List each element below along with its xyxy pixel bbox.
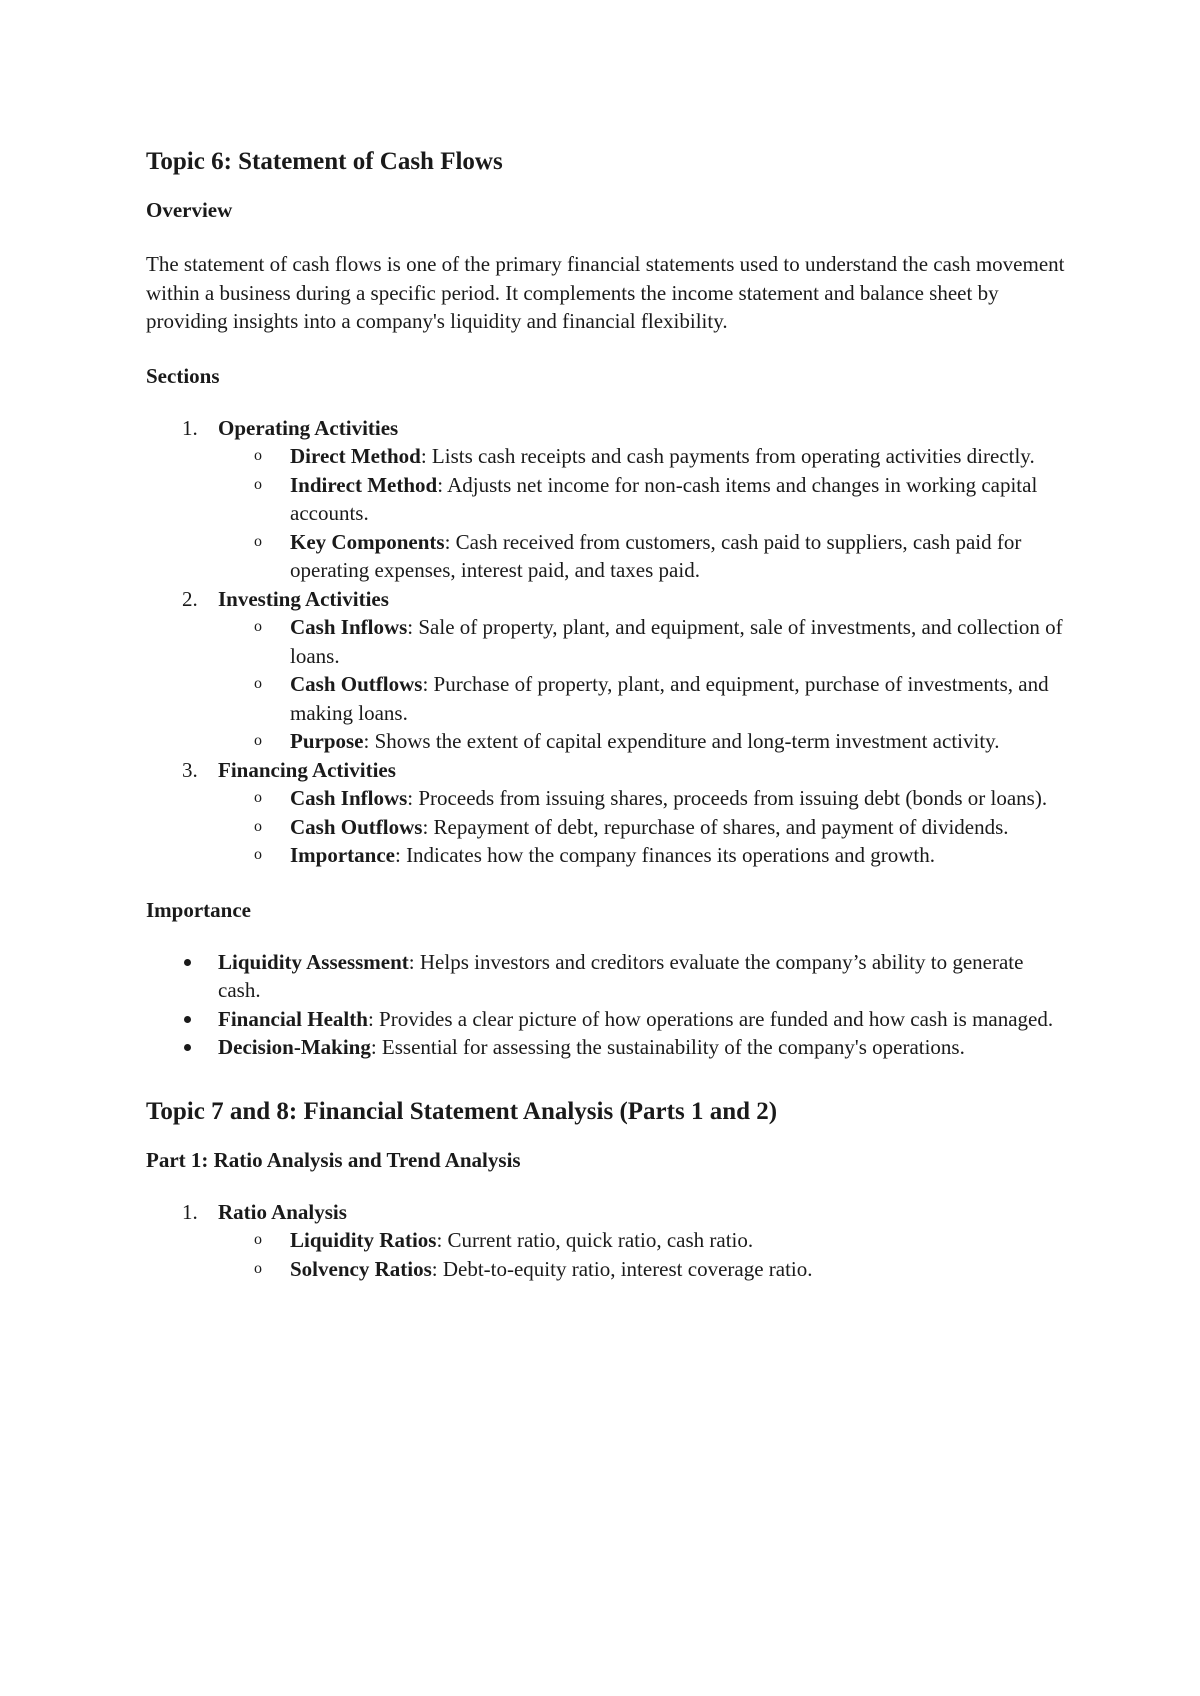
circle-bullet-icon: o (254, 532, 262, 550)
sub-list (218, 1226, 1066, 1283)
circle-bullet-icon: o (254, 732, 262, 749)
section-item (146, 414, 1066, 443)
sub-item-label: Liquidity Ratios (290, 1228, 437, 1252)
importance-item (146, 1005, 1066, 1034)
sub-item-text: : Shows the extent of capital expenditure and long-term investment activity. (363, 729, 1000, 753)
sub-list (218, 613, 1066, 756)
sub-item-label: Purpose (290, 729, 364, 753)
sub-item-text: : Adjusts net income for non-cash items and changes in working capital accounts. (290, 472, 1038, 525)
circle-bullet-icon: o (254, 475, 262, 493)
sub-item-text: : Debt-to-equity ratio, interest coverage ratio. (431, 1256, 813, 1281)
sub-item-label: Cash Inflows (290, 786, 408, 810)
section-subitems (146, 442, 1066, 585)
circle-bullet-icon: o (254, 618, 262, 635)
topic-7-8-title: Topic 7 and 8: Financial Statement Analysis (Parts 1 and 2) (146, 1097, 778, 1125)
circle-bullet-icon: o (254, 1259, 262, 1277)
sub-item-text: : Cash received from customers, cash paid to suppliers, cash paid for operating expenses, interest paid, and taxes paid. (290, 529, 1022, 582)
sub-list-item (218, 813, 1066, 842)
bullet-dot-icon (184, 959, 191, 966)
section-item (146, 585, 1066, 614)
section-number: 1. (182, 415, 198, 440)
circle-bullet-icon: o (254, 846, 262, 863)
circle-bullet-icon: o (254, 447, 262, 464)
circle-bullet-icon: o (254, 675, 262, 692)
sub-list (218, 784, 1066, 870)
sub-list-item (218, 784, 1066, 813)
overview-heading: Overview (146, 198, 233, 222)
overview-paragraph: The statement of cash flows is one of the primary financial statements used to understand the cash movement within a business during a specific period. It complements the income statement and balance sheet by providing insights into a company's liquidity and financial flexibility. (146, 252, 1065, 333)
sub-item-text: : Lists cash receipts and cash payments from operating activities directly. (420, 444, 1035, 468)
sub-item-label: Indirect Method (290, 472, 438, 497)
section-title: Financing Activities (218, 757, 396, 782)
section-subitems (146, 613, 1066, 756)
section-number: 3. (182, 757, 198, 782)
sub-list-item (218, 442, 1066, 471)
circle-bullet-icon: o (254, 1231, 262, 1248)
sub-item-text: : Sale of property, plant, and equipment, sale of investments, and collection of loans. (290, 615, 1063, 668)
circle-bullet-icon: o (254, 817, 262, 835)
sub-item-text: : Repayment of debt, repurchase of shares, and payment of dividends. (422, 814, 1009, 839)
sub-item-label: Solvency Ratios (290, 1256, 432, 1281)
sub-item-label: Key Components (290, 529, 445, 554)
sub-item-label: Importance (290, 843, 395, 867)
ratio-sections-list (146, 1198, 1066, 1284)
sub-list (218, 442, 1066, 585)
sub-list-item (218, 1255, 1066, 1284)
section-title: Operating Activities (218, 415, 399, 440)
importance-item-label: Financial Health (218, 1006, 368, 1031)
sub-item-text: : Current ratio, quick ratio, cash ratio. (436, 1228, 754, 1252)
sub-item-text: : Proceeds from issuing shares, proceeds from issuing debt (bonds or loans). (407, 786, 1048, 810)
sub-item-text: : Indicates how the company finances its operations and growth. (394, 843, 936, 867)
importance-item (146, 948, 1066, 1005)
importance-item-label: Decision-Making (218, 1035, 371, 1059)
importance-item-text: : Helps investors and creditors evaluate the company’s ability to generate cash. (218, 949, 1024, 1002)
sub-list-item (218, 1226, 1066, 1255)
bullet-dot-icon (184, 1016, 191, 1023)
sub-item-label: Cash Outflows (290, 672, 423, 696)
sub-list-item (218, 670, 1066, 727)
importance-item-text: : Provides a clear picture of how operations are funded and how cash is managed. (367, 1006, 1054, 1031)
importance-item (146, 1033, 1066, 1062)
section-number: 2. (182, 586, 198, 611)
section-title: Ratio Analysis (218, 1199, 347, 1224)
section-subitems (146, 784, 1066, 870)
section-subitems (146, 1226, 1066, 1283)
importance-heading: Importance (146, 897, 251, 922)
part-1-heading: Part 1: Ratio Analysis and Trend Analysis (146, 1147, 521, 1172)
importance-item-text: : Essential for assessing the sustainability of the company's operations. (370, 1035, 965, 1059)
sub-item-label: Direct Method (290, 444, 421, 468)
sub-list-item (218, 841, 1066, 870)
section-number: 1. (182, 1199, 198, 1224)
sections-heading: Sections (146, 363, 220, 388)
section-item (146, 756, 1066, 785)
sub-list-item (218, 727, 1066, 756)
sub-list-item (218, 528, 1066, 585)
sub-list-item (218, 613, 1066, 670)
sub-item-text: : Purchase of property, plant, and equipment, purchase of investments, and making loans. (290, 672, 1049, 725)
circle-bullet-icon: o (254, 789, 262, 806)
sub-item-label: Cash Inflows (290, 615, 408, 639)
importance-item-label: Liquidity Assessment (218, 949, 409, 974)
document-page (146, 142, 1066, 1283)
importance-list (146, 948, 1066, 1062)
bullet-dot-icon (184, 1044, 191, 1051)
sub-item-label: Cash Outflows (290, 814, 423, 839)
section-item (146, 1198, 1066, 1227)
section-title: Investing Activities (218, 586, 389, 611)
sub-list-item (218, 471, 1066, 528)
topic-6-title: Topic 6: Statement of Cash Flows (146, 148, 503, 175)
sections-list (146, 414, 1066, 870)
